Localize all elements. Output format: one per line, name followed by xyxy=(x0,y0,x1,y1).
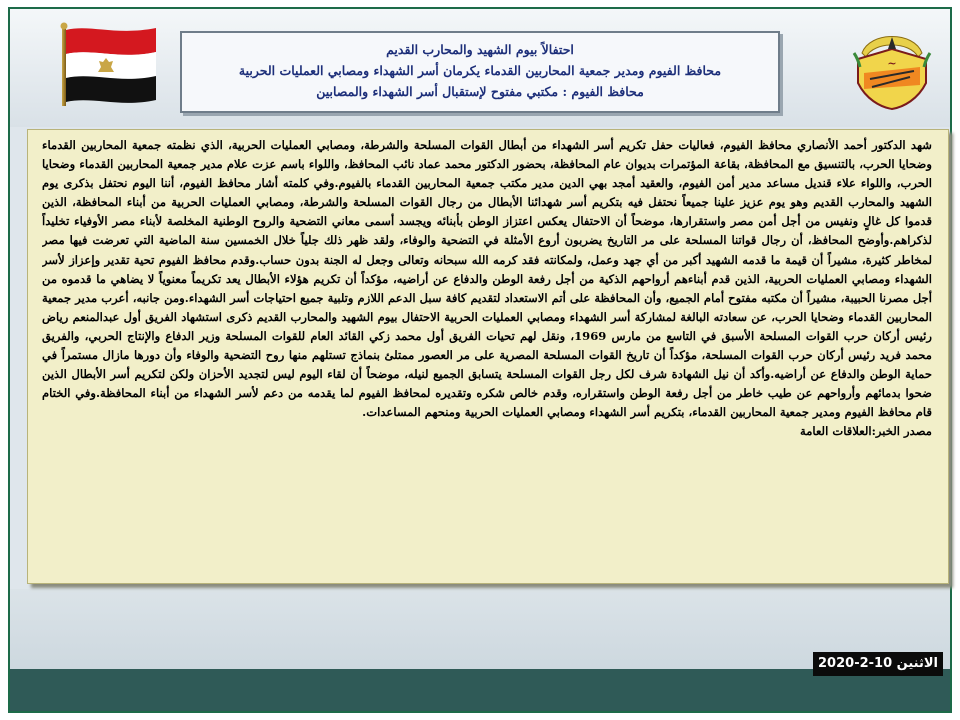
headline-line-1: احتفالاً بيوم الشهيد والمحارب القديم xyxy=(386,42,574,57)
headline-box xyxy=(180,31,780,113)
article-text xyxy=(42,136,932,576)
svg-text:~: ~ xyxy=(887,57,897,70)
headline-line-2: محافظ الفيوم ومدير جمعية المحاربين القدماء يكرمان أسر الشهداء ومصابي العمليات الحربية xyxy=(238,63,722,78)
article-source: مصدر الخبر:العلاقات العامة xyxy=(800,424,932,439)
egypt-flag-icon xyxy=(60,22,158,106)
lower-band xyxy=(10,589,950,669)
headline-line-3: محافظ الفيوم : مكتبي مفتوح لإستقبال أسر الشهداء والمصابين xyxy=(316,84,644,99)
article-body: شهد الدكتور أحمد الأنصاري محافظ الفيوم، فعاليات حفل تكريم أسر الشهداء من أبطال القوات المسلحة والشرطة، ومصابي العمليات الحربية، الذي نظمته جمعية المحاربين القدماء وضحايا الحرب، بالتنسيق مع المحافظة، بقاعة المؤتمرات بديوان عام المحافظة، بحضور الدكتور محمد عماد نائب المحافظ، واللواء باسم عزت علام مدير جمعية المحاربين القدماء وضحايا الحرب، واللواء علاء قنديل مساعد مدير أمن الفيوم، والعقيد أمجد بهي الدين مدير مكتب جمعية المحاربين القدماء بالفيوم.وفي كلمته أشار محافظ الفيوم، أننا اليوم نحتفل بذكرى يوم الشهيد والمحارب القديم وهو يوم عزيز علينا جميعاً نحتفل فيه بتكريم أسر شهدائنا الأبطال من رجال القوات المسلحة والشرطة، ومصابي العمليات الحربية من أبناء المحافظة، الذين قدموا كل غالٍ ونفيس من أجل أمن مصر واستقرارها، موضحاً أن الاحتفال يعكس اعتزاز الوطن بأبنائه ويجسد أسمى معاني التضحية والروح الوطنية المخلصة لأبناء مصر الأوفياء تخليداً لذكراهم.وأوضح المحافظ، أن رجال قواتنا المسلحة على مر التاريخ يضربون أروع الأمثلة في التضحية والوفاء، ولقد ظهر ذلك جلياً خلال الخمسين سنة الماضية التي تعرضت فيها مصر لمخاطر كثيرة، مشيراً أن قيمة ما قدمه الشهيد أكبر من أي جهد وعمل، ولمكانته فقد كرمه الله سبحانه وتعالى وجعل له الجنة بدون حساب.وقدم محافظ الفيوم تحية تقدير وإعزاز لأسر الشهداء ومصابي العمليات الحربية، الذين قدم أبناءهم أرواحهم الذكية من أجل رفعة الوطن والدفاع عن أراضيه، مؤكداً أن تكريم هؤلاء الأبطال يعد تكريماً معنوياً لا يضاهي ما قدموه من أجل مصرنا الحبيبة، مشيراً أن مكتبه مفتوح أمام الجميع، وأن المحافظة على أتم الاستعداد لتقديم كافة سبل الدعم اللازم وتلبية جميع احتياجات أسر الشهداء.ومن جانبه، أعرب مدير جمعية المحاربين القدماء وضحايا الحرب، عن سعادته البالغة لمشاركة أسر الشهداء ومصابي العمليات الحربية الاحتفال بيوم الشهيد والمحارب القديم ذكرى استشهاد الفريق أول عبدالمنعم رياض رئيس أركان حرب القوات المسلحة الأسبق في التاسع من مارس 1969، ونقل لهم تحيات الفريق أول محمد زكي القائد العام للقوات المسلحة وزير الدفاع والإنتاج الحربي، والفريق محمد فريد رئيس أركان حرب القوات المسلحة، مؤكداً أن تاريخ القوات المسلحة المصرية على مر العصور ممتلئ بنماذج تستلهم منها روح التضحية والوفاء وأن دورها مازال مستمراً في حماية الوطن والدفاع عن أراضيه.وأكد أن نيل الشهادة شرف لكل رجل القوات المسلحة يتسابق الجميع لنيله، موضحاً أن لقاء اليوم ليس لتجديد الأحزان ولكن لتكريم أسر الأبطال الذين ضحوا بدمائهم وأرواحهم عن طيب خاطر من أجل رفعة الوطن واستقراره، وقدم خالص شكره وتقديره لمحافظ الفيوم لما يقدمه من دعم لأسر الشهداء من أبناء المحافظة.وفي الختام قام محافظ الفيوم ومدير جمعية المحاربين القدماء، بتكريم أسر الشهداء ومصابي العمليات الحربية ومنحهم المساعدات. xyxy=(42,138,932,420)
page-frame xyxy=(8,7,952,713)
date-label: الاثنين 10-2-2020 xyxy=(813,652,943,676)
article-panel xyxy=(27,129,949,584)
veterans-emblem-icon xyxy=(848,23,936,111)
footer-band xyxy=(10,669,950,711)
